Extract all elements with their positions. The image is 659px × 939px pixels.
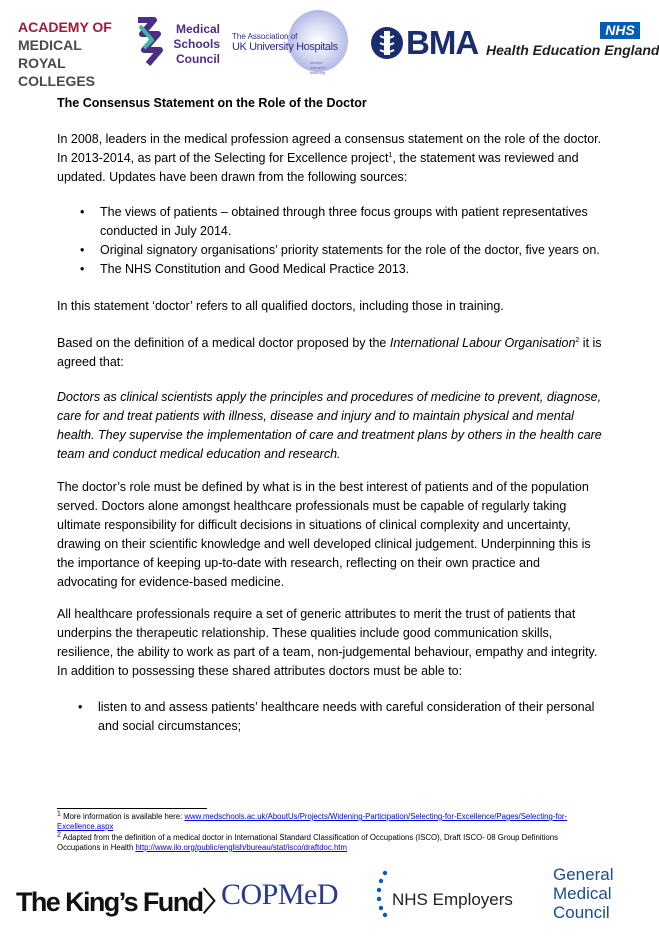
ukuh-logo <box>230 10 354 80</box>
nhs-badge: NHS <box>600 22 640 39</box>
list-item-text: Original signatory organisations’ priority statements for the role of the doctor, five years on. <box>100 243 600 257</box>
nhs-employers-nhs: NHS <box>392 890 433 909</box>
ukuh-line2: UK University Hospitals <box>232 41 338 53</box>
paragraph-2 <box>57 297 602 316</box>
amrc-line3: COLLEGES <box>18 73 96 89</box>
gmc-line2: Medical <box>553 884 612 903</box>
paragraph-3 <box>57 334 602 372</box>
nhs-employers-text: Employers <box>432 890 513 909</box>
footnote-1-link[interactable]: www.medschools.ac.uk/AboutUs/Projects/Widening-Participation/Selecting-for-Excellence/Pages/Selecting-for-Excellence.aspx <box>57 812 568 831</box>
p3-text-b: it is agreed that: <box>57 336 602 369</box>
bma-emblem-icon <box>370 26 404 60</box>
copmed-text: COPMeD <box>221 878 339 911</box>
paragraph-6 <box>57 605 602 681</box>
gmc-line3: Council <box>553 903 610 922</box>
bullet-icon: • <box>78 700 83 714</box>
kings-fund-text: The King’s Fund <box>16 887 203 917</box>
nhs-employers-logo <box>376 868 526 918</box>
list-item <box>78 698 603 736</box>
hee-text: Health Education England <box>486 42 659 58</box>
footnote-2-link[interactable]: http://www.ilo.org/public/english/bureau/stat/isco/draftdoc.htm <box>135 842 347 852</box>
list-item <box>80 241 605 260</box>
ukuh-line3: service <box>310 60 323 65</box>
ukuh-line4: research <box>310 65 326 70</box>
amrc-line2: MEDICAL ROYAL <box>18 37 82 71</box>
msc-logo <box>132 16 222 68</box>
p3-text-a: Based on the definition of a medical doctor proposed by the <box>57 336 390 350</box>
list-item <box>80 203 605 241</box>
bullet-icon: • <box>80 243 85 257</box>
p3-ilo: International Labour Organisation <box>389 336 576 350</box>
p4-italic-text: Doctors as clinical scientists apply the principles and procedures of medicine to prevent, diagnose, care for and treat patients with illness, disease and injury and to maintain physical and mental health. They supervise the implementation of care and treatment plans by others in the health care team and conduct medical education and research. <box>57 390 602 461</box>
footnote-ref-2: 2 <box>575 336 580 344</box>
paragraph-1 <box>57 130 602 187</box>
footnote-1-text: More information is available here: <box>60 812 185 821</box>
hee-logo <box>486 22 659 62</box>
footnote-ref-1: 1 <box>388 151 393 159</box>
ukuh-line1: The Association of <box>232 32 298 41</box>
amrc-logo <box>18 18 130 90</box>
ukuh-line5: teaching <box>310 70 326 75</box>
footnote-divider <box>57 808 207 809</box>
msc-line2: Schools <box>173 37 220 51</box>
p2-text: In this statement ‘doctor’ refers to all qualified doctors, including those in training. <box>57 299 504 313</box>
bma-text: BMA <box>406 24 479 61</box>
amrc-line1: ACADEMY OF <box>18 19 112 35</box>
p6-text: All healthcare professionals require a set of generic attributes to merit the trust of patients that underpins the therapeutic relationship. These qualities include good communication skills, resilience, the ability to work as part of a team, non-judgemental behaviour, empathy and integrity. In addition to possessing these shared attributes doctors must be able to: <box>57 607 598 678</box>
paragraph-5 <box>57 478 602 592</box>
list-item-text: The NHS Constitution and Good Medical Practice 2013. <box>100 262 410 276</box>
p1-text-a: In 2008, leaders in the medical profession agreed a consensus statement on the role of the doctor. In 2013-2014, as part of the Selecting for Excellence project <box>57 132 602 165</box>
page-title: The Consensus Statement on the Role of the Doctor <box>57 96 367 110</box>
footnote-2-number: 2 <box>57 831 61 839</box>
footnote-1-number: 1 <box>57 810 61 818</box>
msc-line3: Council <box>176 52 220 66</box>
p1-text-b: , the statement was reviewed and updated. Updates have been drawn from the following sources: <box>57 151 579 184</box>
nhs-employers-dots-icon <box>376 868 392 918</box>
p5-text: The doctor’s role must be defined by what is in the best interest of patients and of the population served. Doctors alone amongst healthcare professionals must be capable of regularly taking ultimate responsibility for difficult decisions in situations of clinical complexity and uncertainty, drawing on their scientific knowledge and well developed clinical judgement. Underpinning this is the importance of keeping up-to-date with research, reflecting on their own practice and advocating for evidence-based medicine. <box>57 480 591 589</box>
list-item-text: The views of patients – obtained through three focus groups with patient representatives conducted in July 2014. <box>100 205 588 238</box>
bullet-icon: • <box>80 205 85 219</box>
list-item-text: listen to and assess patients’ healthcare needs with careful consideration of their personal and social circumstances; <box>98 700 595 733</box>
footnote-1 <box>57 812 597 831</box>
gmc-logo <box>553 865 613 922</box>
bma-logo <box>370 24 482 62</box>
footnote-2-text: Adapted from the definition of a medical doctor in International Standard Classification of Occupations (ISCO), Draft ISCO- 08 Group Definitions Occupations in Health <box>57 833 558 852</box>
bullet-icon: • <box>80 262 85 276</box>
msc-line1: Medical <box>175 22 220 36</box>
kings-fund-logo <box>16 880 228 919</box>
kings-fund-chevron-icon: 〉 <box>202 887 228 917</box>
gmc-line1: General <box>553 865 614 884</box>
paragraph-4 <box>57 388 602 464</box>
doc-title <box>57 94 602 113</box>
list-item <box>80 260 605 279</box>
footnote-2 <box>57 833 597 852</box>
copmed-logo <box>221 878 338 912</box>
